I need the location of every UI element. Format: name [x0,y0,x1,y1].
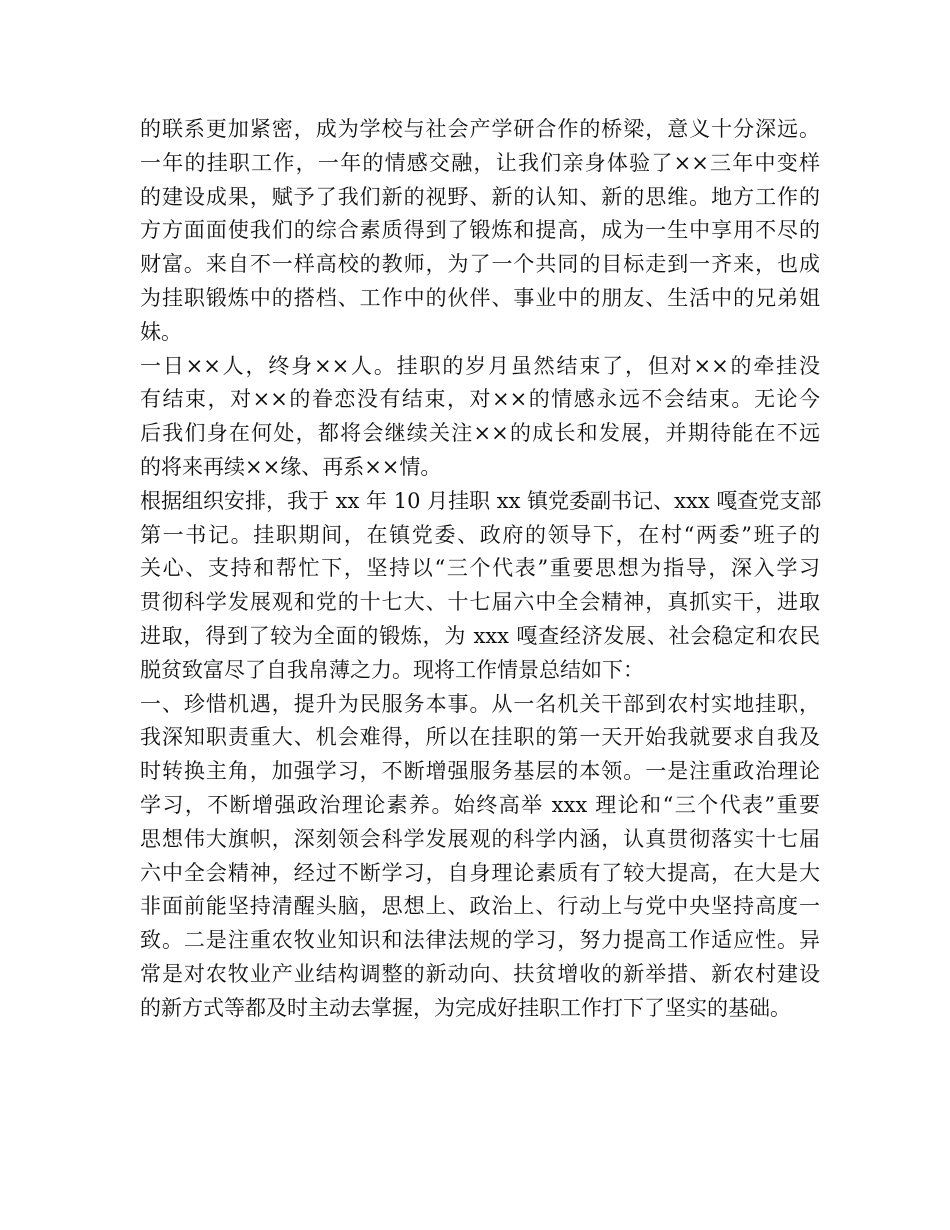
text-line: 妹。 [140,319,182,344]
text-line: 的将来再续××缘、再系××情。 [140,454,442,479]
text-line: 财富。来自不一样高校的教师，为了一个共同的目标走到一齐来，也成 [140,252,820,277]
text-line: 时转换主角，加强学习，不断增强服务基层的本领。一是注重政治理论 [140,759,820,784]
text-line: 一日××人，终身××人。挂职的岁月虽然结束了，但对××的牵挂没 [140,353,820,378]
text-line: 方方面面使我们的综合素质得到了锻炼和提高，成为一生中享用不尽的 [140,218,820,243]
text-line: 思想伟大旗帜，深刻领会科学发展观的科学内涵，认真贯彻落实十七届 [140,826,820,851]
text-line: 六中全会精神，经过不断学习，自身理论素质有了较大提高，在大是大 [140,860,820,885]
text-line: 关心、支持和帮忙下，坚持以“三个代表”重要思想为指导，深入学习 [140,556,820,581]
text-line: 进取，得到了较为全面的锻炼，为 xxx 嘎查经济发展、社会稳定和农民 [140,623,820,648]
text-line: 常是对农牧业产业结构调整的新动向、扶贫增收的新举措、新农村建设 [140,961,820,986]
text-line: 一年的挂职工作，一年的情感交融，让我们亲身体验了××三年中变样 [140,150,820,175]
text-line: 非面前能坚持清醒头脑，思想上、政治上、行动上与党中央坚持高度一 [140,894,820,919]
text-line: 后我们身在何处，都将会继续关注××的成长和发展，并期待能在不远 [140,421,820,446]
text-line: 贯彻科学发展观和党的十七大、十七届六中全会精神，真抓实干，进取 [140,590,820,615]
text-line: 学习，不断增强政治理论素养。始终高举 xxx 理论和“三个代表”重要 [140,792,820,817]
text-line: 第一书记。挂职期间，在镇党委、政府的领导下，在村“两委”班子的 [140,522,820,547]
text-line: 的联系更加紧密，成为学校与社会产学研合作的桥梁，意义十分深远。 [140,117,820,141]
text-line: 根据组织安排，我于 xx 年 10 月挂职 xx 镇党委副书记、xxx 嘎查党支部 [140,488,822,513]
text-line: 为挂职锻炼中的搭档、工作中的伙伴、事业中的朋友、生活中的兄弟姐 [140,285,820,310]
text-line: 脱贫致富尽了自我帛薄之力。现将工作情景总结如下： [140,657,644,682]
body-text [140,113,820,1026]
text-line: 有结束，对××的眷恋没有结束，对××的情感永远不会结束。无论今 [140,387,820,412]
text-line: 我深知职责重大、机会难得，所以在挂职的第一天开始我就要求自我及 [140,725,820,750]
text-line: 的新方式等都及时主动去掌握，为完成好挂职工作打下了坚实的基础。 [140,995,791,1020]
text-line: 致。二是注重农牧业知识和法律法规的学习，努力提高工作适应性。异 [140,928,820,953]
text-line: 一、珍惜机遇，提升为民服务本事。从一名机关干部到农村实地挂职， [140,691,820,716]
text-line: 的建设成果，赋予了我们新的视野、新的认知、新的思维。地方工作的 [140,184,820,209]
